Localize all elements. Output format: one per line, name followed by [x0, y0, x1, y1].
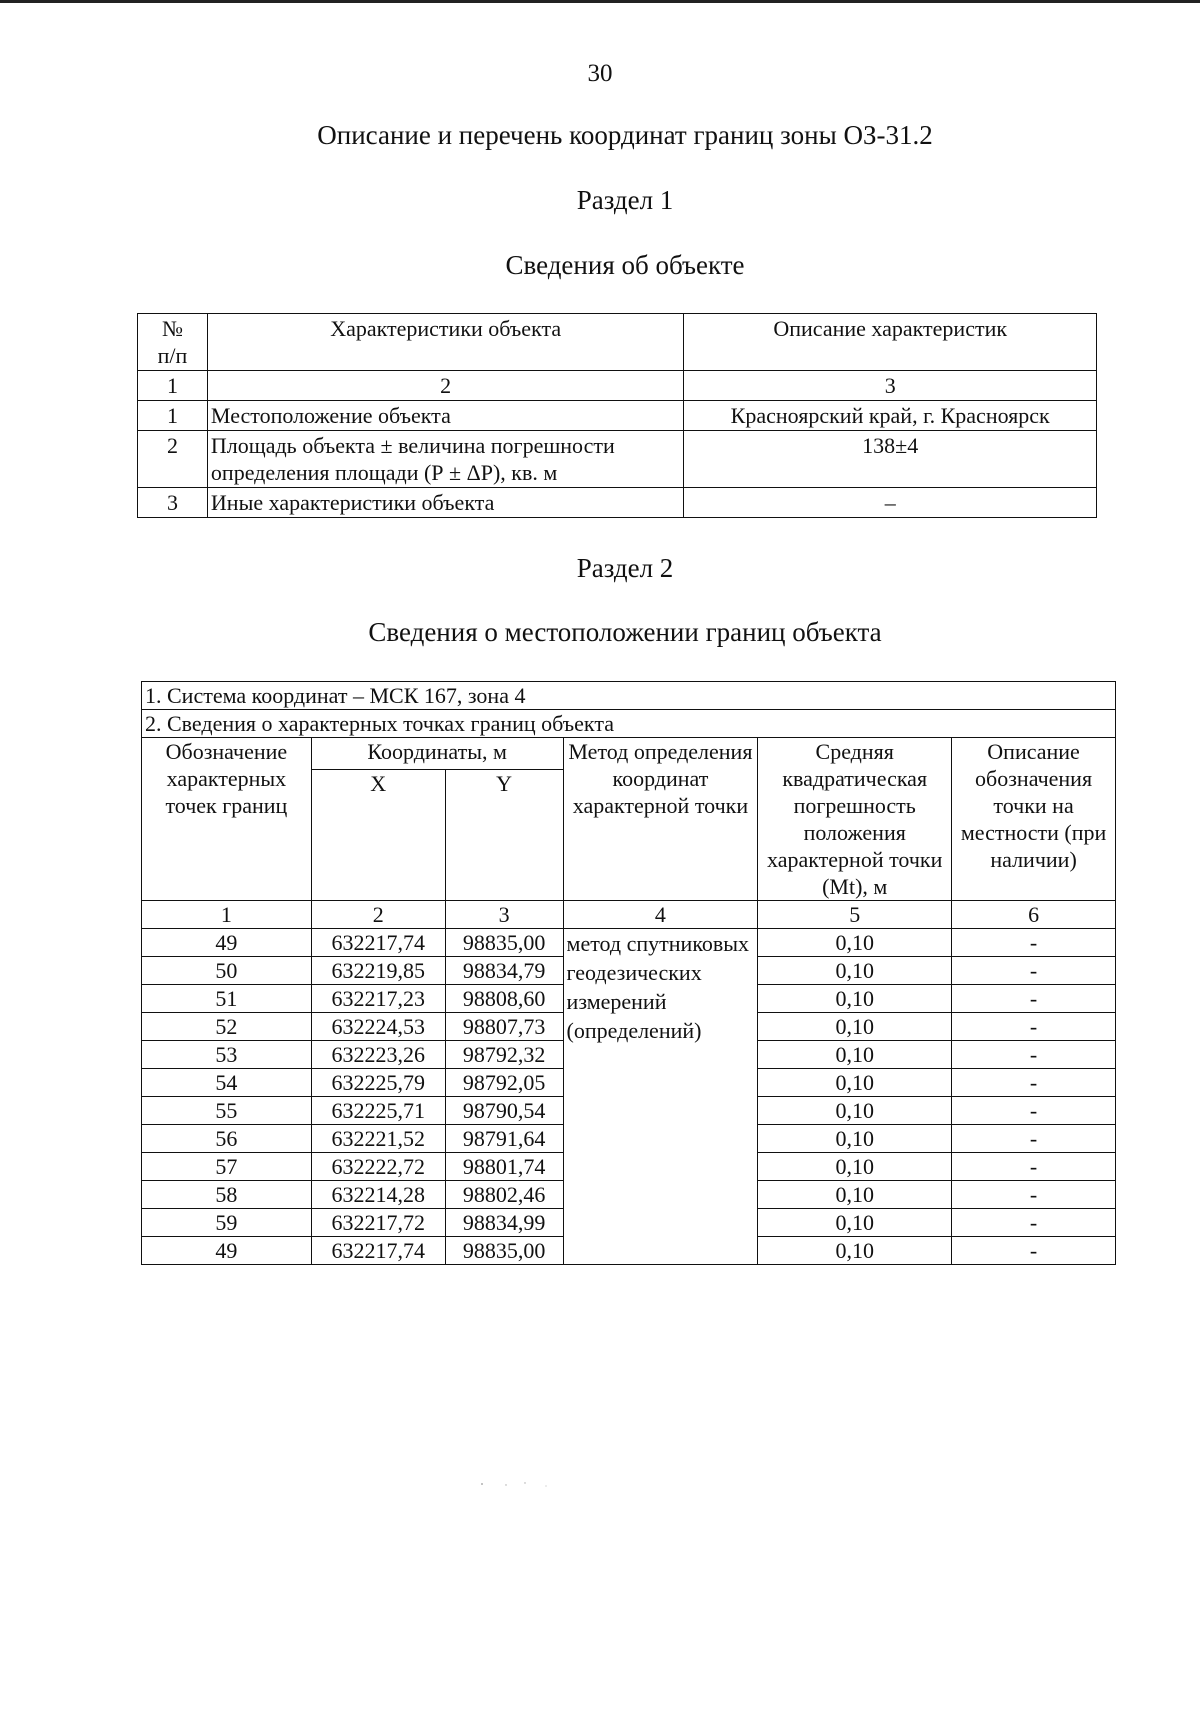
- point-description: -: [952, 1237, 1116, 1265]
- header-point-designation: Обозначение характерных точек границ: [142, 738, 312, 901]
- row-value: 138±4: [684, 431, 1097, 488]
- mean-error: 0,10: [758, 1181, 952, 1209]
- coord-y: 98791,64: [445, 1125, 563, 1153]
- table-row: [142, 929, 1116, 957]
- index-cell: 6: [952, 901, 1116, 929]
- table-row: [138, 431, 1097, 488]
- coord-x: 632224,53: [311, 1013, 445, 1041]
- coord-y: 98835,00: [445, 929, 563, 957]
- index-cell: 1: [138, 371, 208, 401]
- coord-y: 98792,05: [445, 1069, 563, 1097]
- mean-error: 0,10: [758, 1069, 952, 1097]
- mean-error: 0,10: [758, 1153, 952, 1181]
- scan-specks: [480, 1481, 550, 1487]
- table-header-row: [138, 314, 1097, 371]
- row-number: 2: [138, 431, 208, 488]
- points-info-row: [142, 710, 1116, 738]
- page-number: 30: [587, 60, 613, 87]
- header-y: Y: [445, 770, 563, 901]
- coord-y: 98790,54: [445, 1097, 563, 1125]
- table-row: [138, 401, 1097, 431]
- coordinate-system-row: [142, 682, 1116, 710]
- point-description: -: [952, 1013, 1116, 1041]
- coord-x: 632217,23: [311, 985, 445, 1013]
- mean-error: 0,10: [758, 1125, 952, 1153]
- document-title: Описание и перечень координат границ зоны ОЗ-31.2: [317, 120, 933, 150]
- row-number: 1: [138, 401, 208, 431]
- object-info-table: [137, 313, 1097, 518]
- point-id: 54: [142, 1069, 312, 1097]
- point-id: 53: [142, 1041, 312, 1069]
- coordinate-system-text: 1. Система координат – МСК 167, зона 4: [142, 682, 1116, 710]
- coord-x: 632225,79: [311, 1069, 445, 1097]
- header-number: № п/п: [138, 314, 208, 371]
- index-cell: 4: [563, 901, 758, 929]
- mean-error: 0,10: [758, 1097, 952, 1125]
- point-description: -: [952, 1041, 1116, 1069]
- header-coordinates: Координаты, м: [311, 738, 563, 770]
- header-x: X: [311, 770, 445, 901]
- row-value: Красноярский край, г. Красноярск: [684, 401, 1097, 431]
- point-id: 56: [142, 1125, 312, 1153]
- coord-y: 98807,73: [445, 1013, 563, 1041]
- point-description: -: [952, 1153, 1116, 1181]
- section1-subheading: Сведения об объекте: [505, 250, 745, 280]
- header-method: Метод определения координат характерной точки: [563, 738, 758, 901]
- point-description: -: [952, 1125, 1116, 1153]
- point-description: -: [952, 1181, 1116, 1209]
- point-id: 51: [142, 985, 312, 1013]
- index-cell: 5: [758, 901, 952, 929]
- point-id: 55: [142, 1097, 312, 1125]
- mean-error: 0,10: [758, 985, 952, 1013]
- coord-y: 98802,46: [445, 1181, 563, 1209]
- index-cell: 3: [445, 901, 563, 929]
- mean-error: 0,10: [758, 1237, 952, 1265]
- coord-x: 632219,85: [311, 957, 445, 985]
- coord-y: 98808,60: [445, 985, 563, 1013]
- table-row: [138, 488, 1097, 518]
- mean-error: 0,10: [758, 929, 952, 957]
- point-id: 50: [142, 957, 312, 985]
- point-description: -: [952, 985, 1116, 1013]
- index-cell: 3: [684, 371, 1097, 401]
- coord-x: 632217,74: [311, 929, 445, 957]
- point-description: -: [952, 957, 1116, 985]
- section1-heading: Раздел 1: [576, 185, 674, 215]
- coord-y: 98835,00: [445, 1237, 563, 1265]
- mean-error: 0,10: [758, 1041, 952, 1069]
- coord-x: 632217,74: [311, 1237, 445, 1265]
- coord-x: 632221,52: [311, 1125, 445, 1153]
- header-description: Описание характеристик: [684, 314, 1097, 371]
- row-characteristic: Площадь объекта ± величина погрешности определения площади (Р ± ΔР), кв. м: [207, 431, 684, 488]
- mean-error: 0,10: [758, 1209, 952, 1237]
- method-text: метод спутниковых геодезических измерений (определений): [566, 931, 750, 1043]
- table-index-row: [138, 371, 1097, 401]
- point-id: 49: [142, 929, 312, 957]
- coord-y: 98834,79: [445, 957, 563, 985]
- point-description: -: [952, 1069, 1116, 1097]
- header-point-description: Описание обозначения точки на местности (при наличии): [952, 738, 1116, 901]
- point-id: 52: [142, 1013, 312, 1041]
- index-cell: 1: [142, 901, 312, 929]
- coord-x: 632217,72: [311, 1209, 445, 1237]
- row-value: –: [684, 488, 1097, 518]
- scan-top-edge: [0, 0, 1200, 3]
- point-id: 49: [142, 1237, 312, 1265]
- point-description: -: [952, 1097, 1116, 1125]
- mean-error: 0,10: [758, 1013, 952, 1041]
- row-number: 3: [138, 488, 208, 518]
- mean-error: 0,10: [758, 957, 952, 985]
- method-cell: [563, 929, 758, 1265]
- coord-x: 632222,72: [311, 1153, 445, 1181]
- coord-y: 98792,32: [445, 1041, 563, 1069]
- section2-subheading: Сведения о местоположении границ объекта: [368, 617, 882, 647]
- section2-heading: Раздел 2: [576, 553, 674, 583]
- boundary-points-table: [141, 681, 1116, 1265]
- point-id: 59: [142, 1209, 312, 1237]
- point-id: 57: [142, 1153, 312, 1181]
- table-header-row: [142, 738, 1116, 770]
- coord-x: 632225,71: [311, 1097, 445, 1125]
- coord-x: 632223,26: [311, 1041, 445, 1069]
- point-description: -: [952, 1209, 1116, 1237]
- table-index-row: [142, 901, 1116, 929]
- index-cell: 2: [311, 901, 445, 929]
- point-id: 58: [142, 1181, 312, 1209]
- coord-x: 632214,28: [311, 1181, 445, 1209]
- point-description: -: [952, 929, 1116, 957]
- row-characteristic: Иные характеристики объекта: [207, 488, 684, 518]
- header-mean-error: Средняя квадратическая погрешность положения характерной точки (Mt), м: [758, 738, 952, 901]
- points-info-text: 2. Сведения о характерных точках границ объекта: [142, 710, 1116, 738]
- coord-y: 98801,74: [445, 1153, 563, 1181]
- index-cell: 2: [207, 371, 684, 401]
- coord-y: 98834,99: [445, 1209, 563, 1237]
- header-characteristics: Характеристики объекта: [207, 314, 684, 371]
- row-characteristic: Местоположение объекта: [207, 401, 684, 431]
